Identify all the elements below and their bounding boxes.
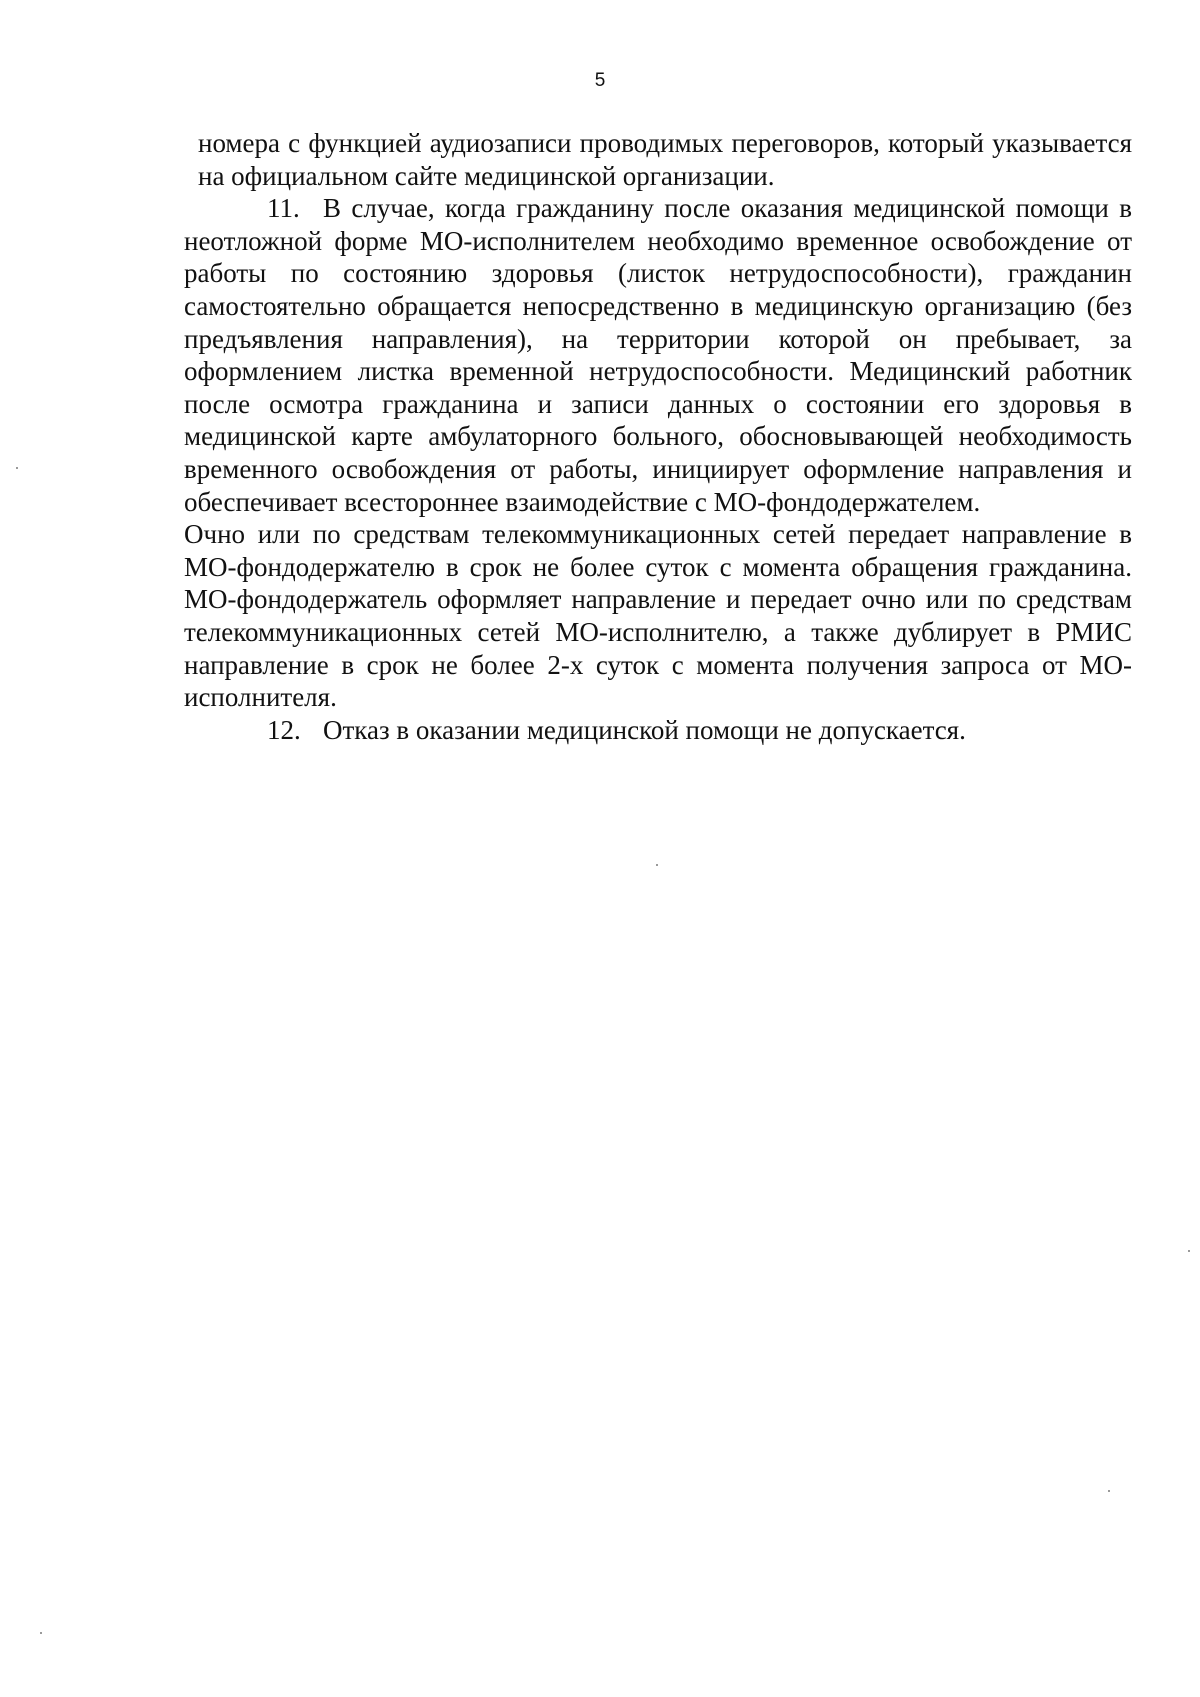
page-number: 5 — [594, 70, 606, 91]
scan-speck — [16, 467, 18, 469]
paragraph-text: В случае, когда гражданину после оказания медицинской помощи в неотложной форме МО-исполнителем необходимо временное освобождение от работы по состоянию здоровья (листок нетрудоспособности), гражданин самостоятельно обращается непосредственно в медицинскую организацию (без предъявления направления), на территории которой он пребывает, за оформлением листка временной нетрудоспособности. Медицинский работник после осмотра гражданина и записи данных о состоянии его здоровья в медицинской карте амбулаторного больного, обосновывающей необходимость временного освобождения от работы, инициирует оформление направления и обеспечивает всестороннее взаимодействие с МО-фондодержателем. — [184, 193, 1132, 517]
paragraph-number: 12. — [267, 714, 301, 745]
paragraph-number: 11. — [267, 193, 300, 224]
scan-speck — [1108, 1490, 1110, 1492]
scan-speck — [1188, 1250, 1190, 1252]
paragraph-text: Отказ в оказании медицинской помощи не допускается. — [323, 714, 966, 745]
paragraph-11 — [184, 192, 1132, 518]
scan-speck — [40, 1632, 42, 1634]
paragraph-transmission: Очно или по средствам телекоммуникационных сетей передает направление в МО-фондодержателю в срок не более суток с момента обращения гражданина. МО-фондодержатель оформляет направление и передает очно или по средствам телекоммуникационных сетей МО-исполнителю, а также дублирует в РМИС направление в срок не более 2-х суток с момента получения запроса от МО-исполнителя. — [184, 519, 1132, 713]
scan-speck — [656, 864, 658, 866]
paragraph-continuation: номера с функцией аудиозаписи проводимых переговоров, который указывается на официальном сайте медицинской организации. — [198, 128, 1132, 191]
document-body — [184, 127, 1132, 746]
paragraph-12 — [184, 714, 1132, 747]
